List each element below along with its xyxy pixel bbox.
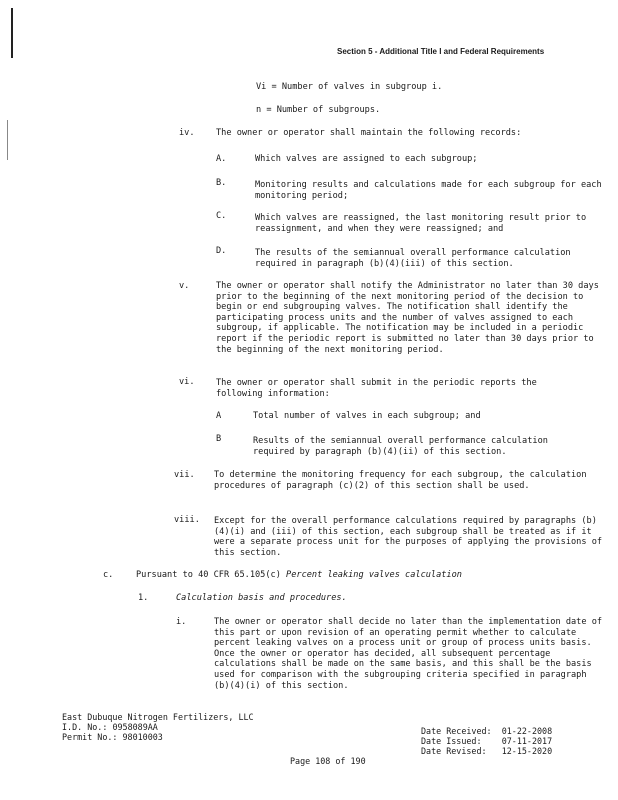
footer-permit-value: 98010003 (122, 732, 163, 742)
binding-mark-top (11, 8, 13, 58)
item-viii-number: viii. (174, 515, 200, 525)
item-iv-c-text: Which valves are reassigned, the last monitoring result prior to reassignment, and when they were reassigned; and (255, 213, 587, 234)
item-iv-a-text: Which valves are assigned to each subgroup; (255, 154, 478, 164)
section-c-1-number: 1. (138, 593, 149, 603)
page-number: Page 108 of 190 (290, 756, 366, 766)
item-iv-number: iv. (179, 128, 195, 138)
definition-n: n = Number of subgroups. (256, 105, 381, 115)
definition-vi: Vi = Number of valves in subgroup i. (256, 82, 443, 92)
item-vi-a-text: Total number of valves in each subgroup; and (253, 411, 481, 421)
item-viii-text: Except for the overall performance calculations required by paragraphs (b)(4)(i) and (iii) of this section, each subgroup shall be treated as if it were a separate process unit for the purposes of applying the provisions of this section. (214, 516, 603, 558)
section-c-italic-title: Percent leaking valves calculation (286, 570, 462, 580)
section-c-lead: Pursuant to 40 CFR 65.105(c) (136, 570, 287, 580)
item-vi-number: vi. (179, 377, 195, 387)
section-c-i-number: i. (176, 617, 187, 627)
item-iv-d-text: The results of the semiannual overall performance calculation required in paragraph (b)(4)(iii) of this section. (255, 248, 571, 269)
footer-received-value: 01-22-2008 (501, 726, 553, 736)
footer-revised-label: Date Revised: (421, 746, 487, 756)
footer-permit (62, 732, 163, 743)
item-v-number: v. (179, 281, 190, 291)
footer-received-label: Date Received: (421, 726, 492, 736)
item-v-text: The owner or operator shall notify the Administrator no later than 30 days prior to the beginning of the next monitoring period of the decision to begin or end subgrouping valves. The notification shall identify the participating process units and the number of valves assigned to each subgroup, if applicable. The notification may be included in a periodic report if the periodic report is submitted no later than 30 days prior to the beginning of the next monitoring period. (216, 281, 599, 355)
item-iv-b-letter: B. (216, 178, 227, 188)
section-c-i-text: The owner or operator shall decide no later than the implementation date of this part or upon revision of an operating permit whether to calculate percent leaking valves on a process unit or group of process units basis. Once the owner or operator has decided, all subsequent percentage calculations shall be made on the same basis, and this shall be the basis used for comparison with the subgrouping criteria specified in paragraph (b)(4)(i) of this section. (214, 617, 603, 691)
footer-id-label: I.D. No.: (62, 722, 108, 732)
footer-revised (421, 746, 552, 757)
item-iv-c-letter: C. (216, 211, 227, 221)
section-c-heading (136, 570, 462, 581)
binding-mark-mid (7, 120, 8, 160)
footer-company: East Dubuque Nitrogen Fertilizers, LLC (62, 712, 254, 722)
item-vii-text: To determine the monitoring frequency for each subgroup, the calculation procedures of paragraph (c)(2) of this section shall be used. (214, 470, 587, 491)
footer-issued-label: Date Issued: (421, 736, 482, 746)
item-vi-b-text: Results of the semiannual overall performance calculation required by paragraph (b)(4)(ii) of this section. (253, 436, 548, 457)
footer-id-value: 0958089AA (112, 722, 158, 732)
footer-revised-value: 12-15-2020 (501, 746, 553, 756)
item-iv-a-letter: A. (216, 154, 227, 164)
footer-permit-label: Permit No.: (62, 732, 118, 742)
section-c-1-title: Calculation basis and procedures. (176, 593, 347, 603)
item-iv-d-letter: D. (216, 246, 227, 256)
item-vi-text: The owner or operator shall submit in the periodic reports the following information: (216, 378, 537, 399)
footer-issued-value: 07-11-2017 (501, 736, 553, 746)
item-vi-b-letter: B (216, 434, 222, 444)
section-c-letter: c. (103, 570, 114, 580)
item-vii-number: vii. (174, 470, 195, 480)
item-iv-text: The owner or operator shall maintain the following records: (216, 128, 522, 138)
item-iv-b-text: Monitoring results and calculations made for each subgroup for each monitoring period; (255, 180, 602, 201)
item-vi-a-letter: A (216, 411, 222, 421)
section-header: Section 5 - Additional Title I and Federal Requirements (337, 47, 545, 56)
